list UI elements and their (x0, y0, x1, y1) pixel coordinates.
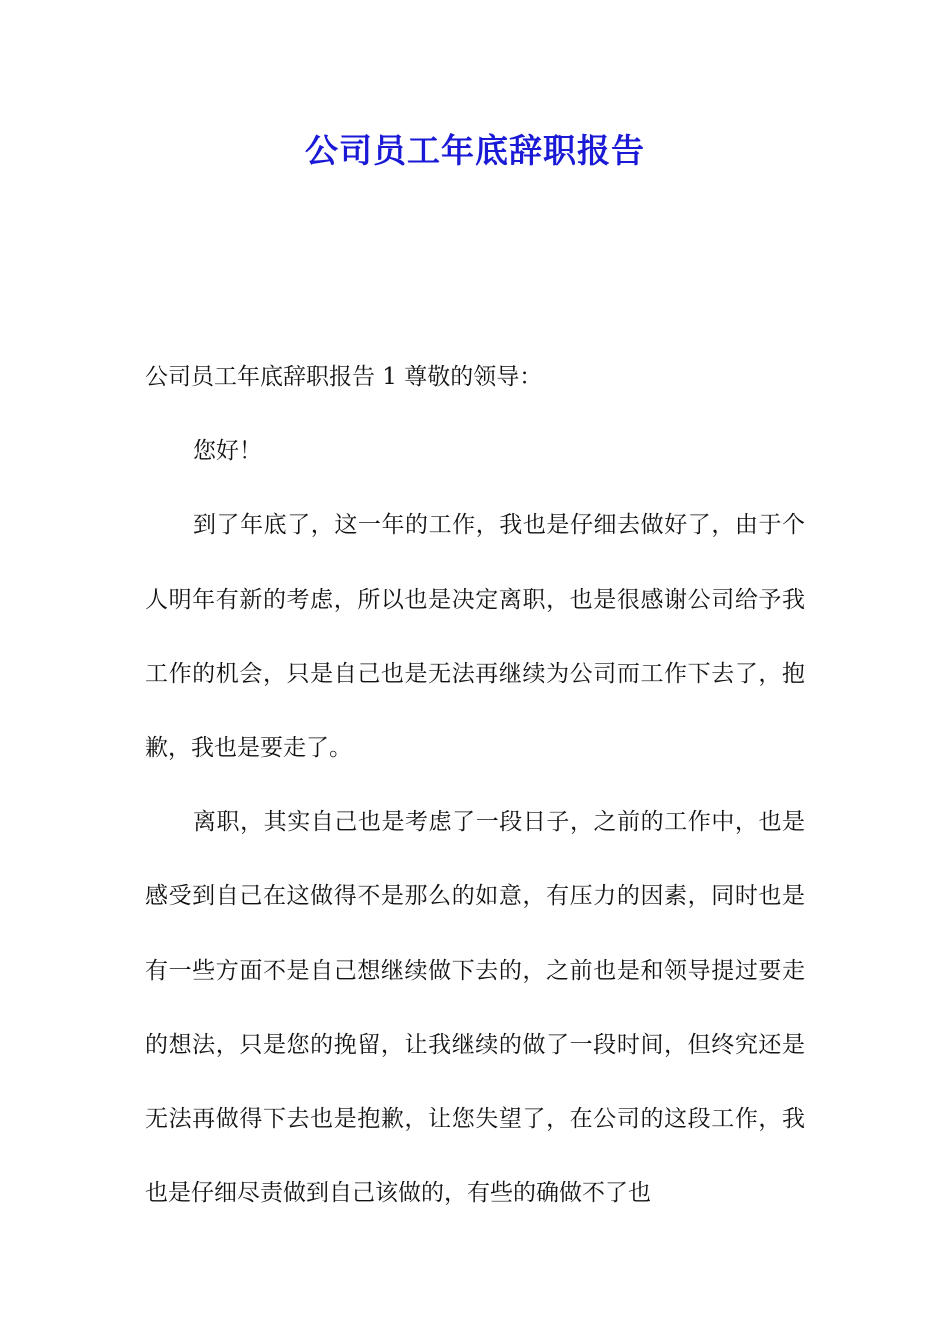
salutation-line: 公司员工年底辞职报告 1 尊敬的领导： (145, 364, 543, 390)
greeting-paragraph: 您好！ (193, 438, 262, 465)
body-paragraph-1: 到了年底了，这一年的工作，我也是仔细去做好了，由于个人明年有新的考虑，所以也是决定离职，也是很感谢公司给予我工作的机会，只是自己也是无法再继续为公司而工作下去了，抱歉，我也是要走了。 (145, 512, 805, 762)
document-title: 公司员工年底辞职报告 (305, 131, 645, 170)
document-body (145, 340, 805, 1230)
body-paragraph-2: 离职，其实自己也是考虑了一段日子，之前的工作中，也是感受到自己在这做得不是那么的如意，有压力的因素，同时也是有一些方面不是自己想继续做下去的，之前也是和领导提过要走的想法，只是您的挽留，让我继续的做了一段时间，但终究还是无法再做得下去也是抱歉，让您失望了，在公司的这段工作，我也是仔细尽责做到自己该做的，有些的确做不了也 (145, 809, 805, 1207)
